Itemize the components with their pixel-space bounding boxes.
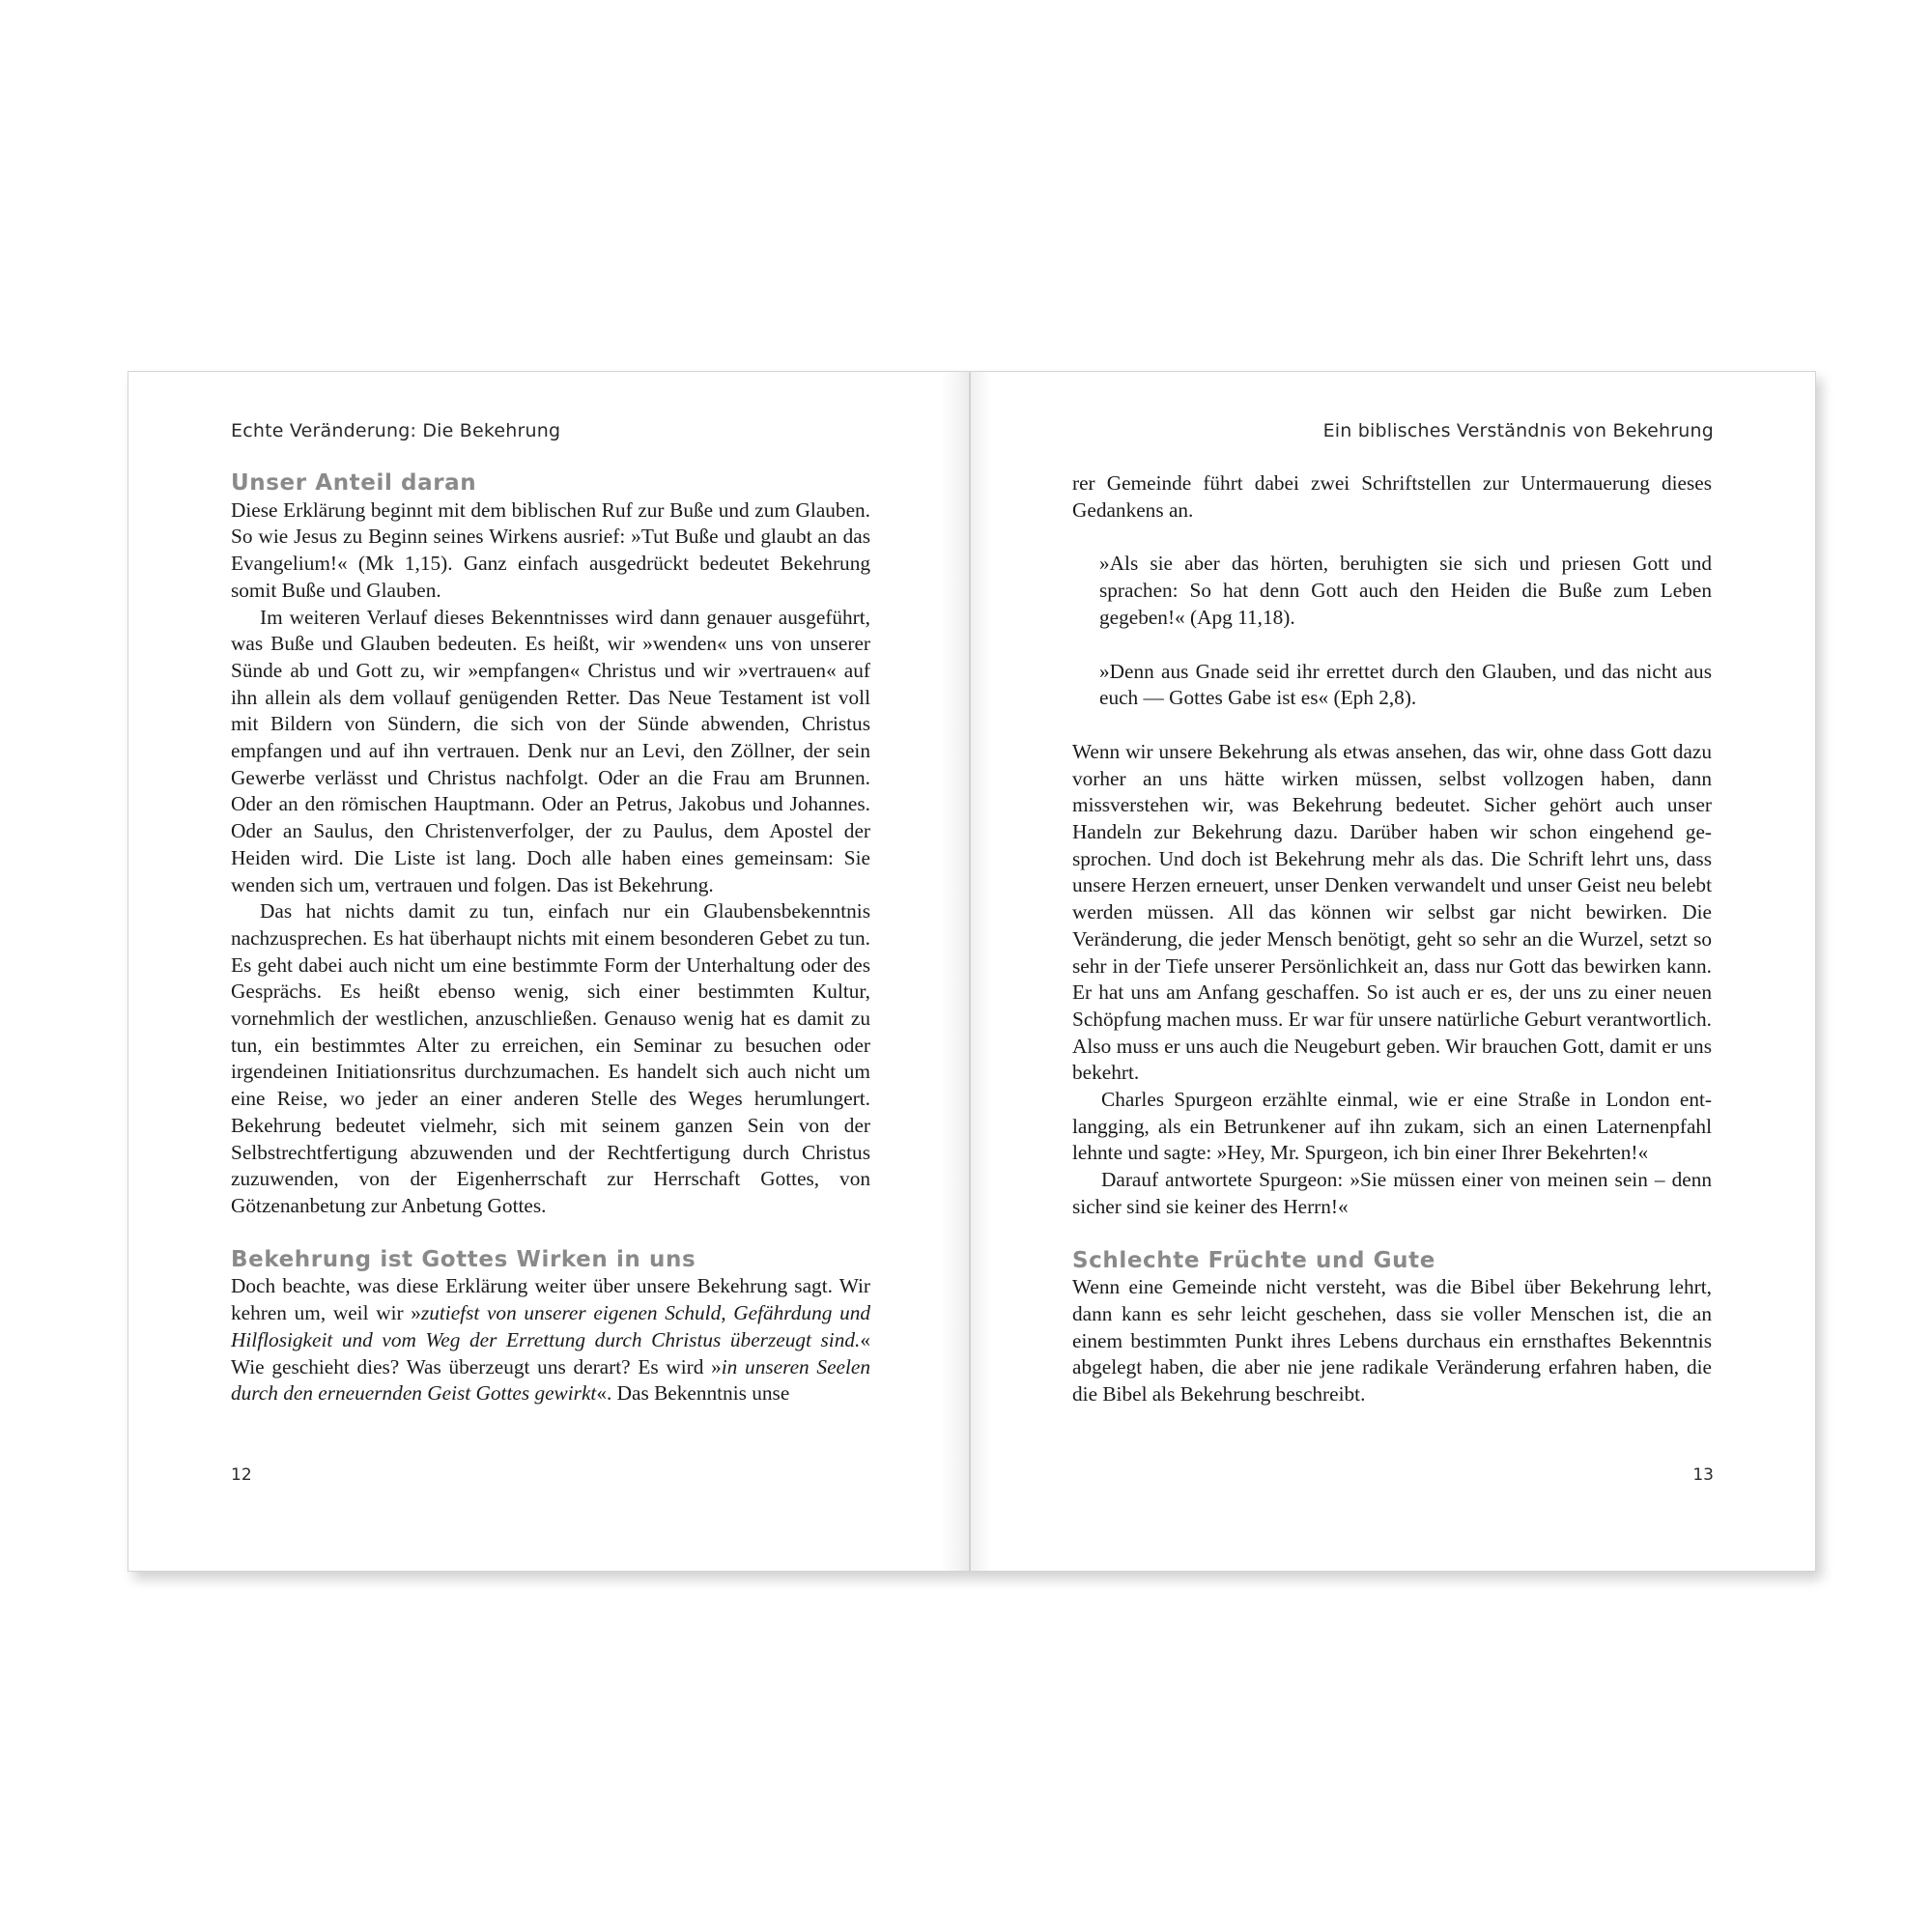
right-page <box>970 372 1815 1571</box>
left-page <box>128 372 970 1571</box>
left-running-head: Echte Veränderung: Die Bekehrung <box>231 420 561 441</box>
book-spread <box>128 371 1816 1572</box>
right-paragraph-5: Wenn eine Gemeinde nicht versteht, was die Bibel über Bekehrung lehrt, dann kann es sehr leicht geschehen, dass sie voller Menschen ist, die an einem bestimmten Punkt ihres Lebens durchaus ein ernsthaftes Bekenntnis abgelegt haben, die aber nie jene radikale Veränderung erfahren haben, die die Bibel als Bekehrung beschreibt. <box>1072 1275 1712 1406</box>
scripture-quote-apg: »Als sie aber das hörten, beruhigten sie sich und priesen Gott und sprachen: So hat denn Gott auch den Heiden die Buße zum Leben gegeben!« (Apg 11,18). <box>1099 552 1712 629</box>
left-text-block <box>231 470 870 1407</box>
p4-text-e: «. Das Bekenntnis unse <box>596 1381 790 1406</box>
right-text-block <box>1072 470 1712 1408</box>
right-page-number: 13 <box>1692 1465 1714 1485</box>
p4-text-c: « Wie geschieht dies? Was überzeugt uns derart? Es wird » <box>231 1327 870 1378</box>
left-paragraph-2: Im weiteren Verlauf dieses Bekenntnisses wird dann genauer ausgeführt, was Buße und Glauben bedeuten. Es heißt, wir »wenden« uns von unserer Sünde ab und Gott zu, wir »empfangen« Christus und wir »vertrauen« auf ihn allein als dem vollauf genügenden Retter. Das Neue Testament ist voll mit Bildern von Sündern, die sich von der Sünde abwenden, Christus empfangen und auf ihn vertrauen. Denk nur an Levi, den Zöllner, der sein Gewerbe verlässt und Christus nachfolgt. Oder an die Frau am Brunnen. Oder an den römischen Hauptmann. Oder an Petrus, Jakobus und Johannes. Oder an Saulus, den Christenverfolger, der zu Paulus, dem Apostel der Heiden wird. Die Liste ist lang. Doch alle haben eines gemeinsam: Sie wenden sich um, vertrauen und folgen. Das ist Bekehrung. <box>231 605 870 896</box>
left-page-number: 12 <box>231 1465 252 1485</box>
p4-text-a: Doch beachte, was diese Erklärung weiter über unsere Bekehrung sagt. Wir kehren um, weil wir » <box>231 1274 870 1325</box>
right-paragraph-2: Wenn wir unsere Bekehrung als etwas ansehen, das wir, ohne dass Gott dazu vorher an uns hätte wirken müssen, selbst vollzogen haben, dann missverstehen wir, was Bekehrung bedeutet. Sicher gehört auch unser Handeln zur Bekehrung dazu. Darüber haben wir schon eingehend gesprochen. Und doch ist Bekehrung mehr als das. Die Schrift lehrt uns, dass unsere Herzen erneuert, unser Denken verwandelt und unser Geist neu belebt werden müssen. All das können wir selbst gar nicht bewirken. Die Veränderung, die jeder Mensch benötigt, geht so sehr an die Wurzel, setzt so sehr in der Tiefe unserer Persönlichkeit an, dass nur Gott das bewirken kann. Er hat uns am Anfang geschaffen. So ist auch er es, der uns zu einer neuen Schöpfung machen muss. Er war für unsere natürliche Geburt verantwortlich. Also muss er uns auch die Neugeburt geben. Wir brauchen Gott, damit er uns bekehrt. <box>1072 739 1712 1085</box>
p4-italic-quote-2: in unseren Seelen durch den erneuernden Geist Gottes gewirkt <box>231 1354 870 1406</box>
left-paragraph-4 <box>231 1273 870 1407</box>
right-paragraph-1: rer Gemeinde führt dabei zwei Schriftstellen zur Untermauerung dieses Gedankens an. <box>1072 471 1712 522</box>
section-heading-unser-anteil: Unser Anteil daran <box>231 470 477 496</box>
section-heading-gottes-wirken: Bekehrung ist Gottes Wirken in uns <box>231 1246 696 1272</box>
p4-italic-quote-1: zutiefst von unserer eigenen Schuld, Gefährdung und Hilflosigkeit und vom Weg der Errettung durch Christus überzeugt sind. <box>231 1301 871 1351</box>
right-running-head: Ein biblisches Verständnis von Bekehrung <box>1322 420 1714 441</box>
right-paragraph-3: Charles Spurgeon erzählte einmal, wie er eine Straße in London entlangging, als ein Betrunkener auf ihn zukam, sich an einen Laternenpfahl lehnte und sagte: »Hey, Mr. Spurgeon, ich bin einer Ihrer Bekehrten!« <box>1072 1088 1712 1165</box>
left-paragraph-3: Das hat nichts damit zu tun, einfach nur ein Glaubensbekenntnis nachzusprechen. Es hat überhaupt nichts mit einem besonderen Gebet zu tun. Es geht dabei auch nicht um eine bestimmte Form der Unterhaltung oder des Gesprächs. Es heißt ebenso wenig, sich einer bestimmten Kultur, vornehmlich der westlichen, anzuschließen. Genauso wenig hat es damit zu tun, ein bestimmtes Alter zu erreichen, ein Seminar zu besuchen oder irgendeinen Initiationsritus durchzumachen. Es handelt sich auch nicht um eine Reise, wo jeder an einer anderen Stelle des Weges herumlungert. Bekehrung bedeutet vielmehr, sich mit seinem ganzen Sein von der Selbstrechtfertigung abzuwenden und der Rechtfertigung durch Christus zuzuwenden, von der Eigenherrschaft zur Herrschaft Gottes, von Götzenanbetung zur Anbetung Gottes. <box>231 899 870 1217</box>
left-paragraph-1: Diese Erklärung beginnt mit dem biblischen Ruf zur Buße und zum Glauben. So wie Jesus zu Beginn seines Wirkens ausrief: »Tut Buße und glaubt an das Evangelium!« (Mk 1,15). Ganz einfach ausgedrückt bedeutet Bekehrung somit Buße und Glauben. <box>231 497 870 602</box>
scripture-quote-eph: »Denn aus Gnade seid ihr errettet durch den Glauben, und das nicht aus euch — Gottes Gabe ist es« (Eph 2,8). <box>1099 659 1712 710</box>
section-heading-schlechte-fruechte: Schlechte Früchte und Gute <box>1072 1247 1435 1273</box>
right-paragraph-4: Darauf antwortete Spurgeon: »Sie müssen einer von meinen sein – denn sicher sind sie keiner des Herrn!« <box>1072 1168 1712 1218</box>
